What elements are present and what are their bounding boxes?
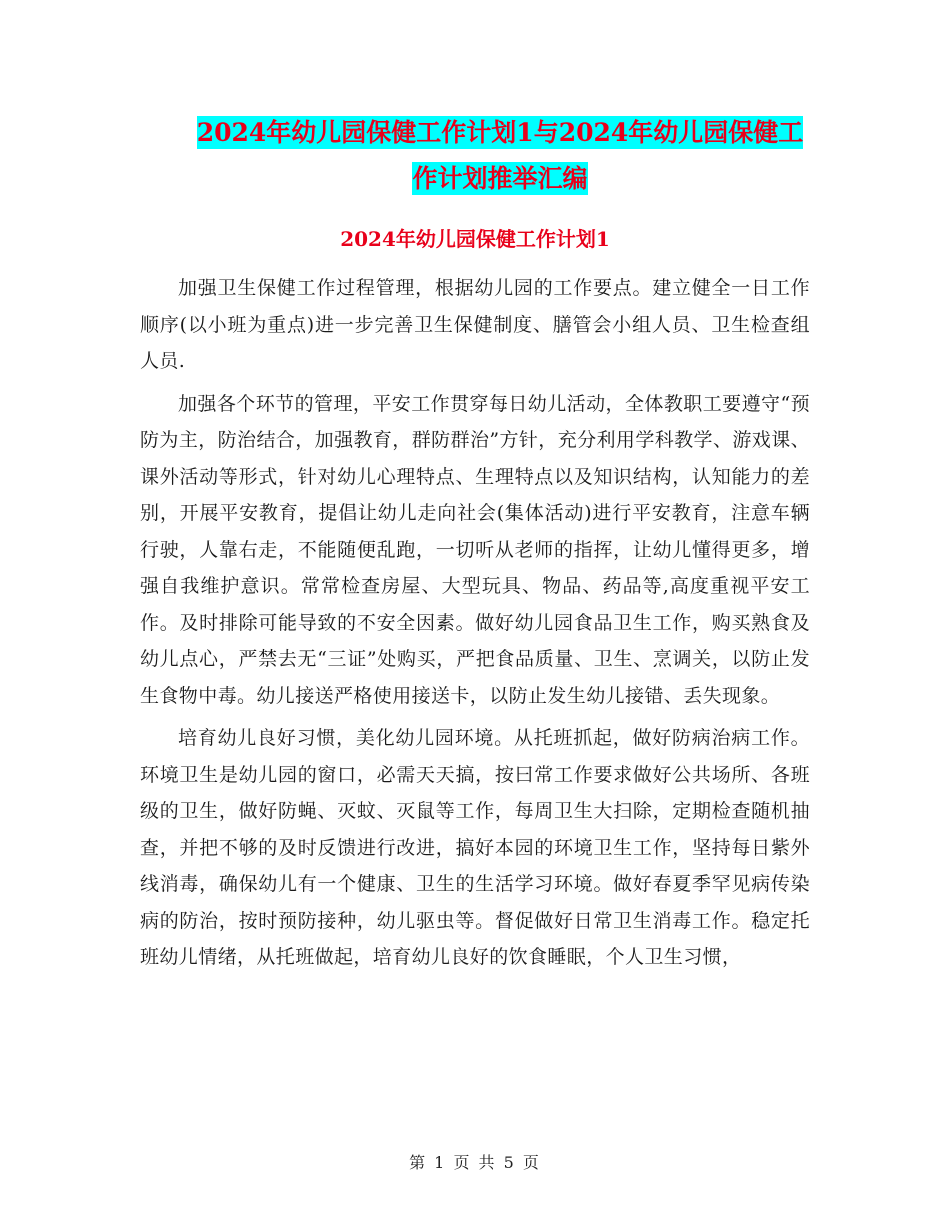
document-title — [140, 110, 860, 202]
document-body — [140, 270, 810, 982]
document-title-line-1: 2024年幼儿园保健工作计划1与2024年幼儿园保健工 — [196, 118, 804, 147]
page-number-footer: 第 1 页 共 5 页 — [409, 1153, 541, 1172]
paragraph-3: 培育幼儿良好习惯，美化幼儿园环境。从托班抓起，做好防病治病工作。环境卫生是幼儿园的窗口，必需天天搞，按曰常工作要求做好公共场所、各班级的卫生，做好防蝇、灭蚊、灭鼠等工作，每周卫生大扫除，定期检查随机抽查，并把不够的及时反馈进行改进，搞好本园的环境卫生工作，坚持每日紫外线消毒，确保幼儿有一个健康、卫生的生活学习环境。做好春夏季罕见病传染病的防治，按时预防接种，幼儿驱虫等。督促做好日常卫生消毒工作。稳定托班幼儿情绪，从托班做起，培育幼儿良好的饮食睡眠，个人卫生习惯， — [140, 727, 810, 968]
paragraph-1: 加强卫生保健工作过程管理，根据幼儿园的工作要点。建立健全一日工作顺序(以小班为重点)进一步完善卫生保健制度、膳管会小组人员、卫生检查组人员. — [140, 277, 810, 372]
document-title-line-2: 作计划推举汇编 — [412, 164, 588, 193]
section-heading: 2024年幼儿园保健工作计划1 — [340, 227, 610, 251]
paragraph-2: 加强各个环节的管理，平安工作贯穿每日幼儿活动，全体教职工要遵守“预防为主，防治结合，加强教育，群防群治”方针，充分利用学科教学、游戏课、课外活动等形式，针对幼儿心理特点、生理特点以及知识结构，认知能力的差别，开展平安教育，提倡让幼儿走向社会(集体活动)进行平安教育，注意车辆行驶，人靠右走，不能随便乱跑，一切听从老师的指挥，让幼儿懂得更多，增强自我维护意识。常常检查房屋、大型玩具、物品、药品等,高度重视平安工作。及时排除可能导致的不安全因素。做好幼儿园食品卫生工作，购买熟食及幼儿点心，严禁去无“三证”处购买，严把食品质量、卫生、烹调关，以防止发生食物中毒。幼儿接送严格使用接送卡，以防止发生幼儿接错、丢失现象。 — [140, 392, 810, 707]
